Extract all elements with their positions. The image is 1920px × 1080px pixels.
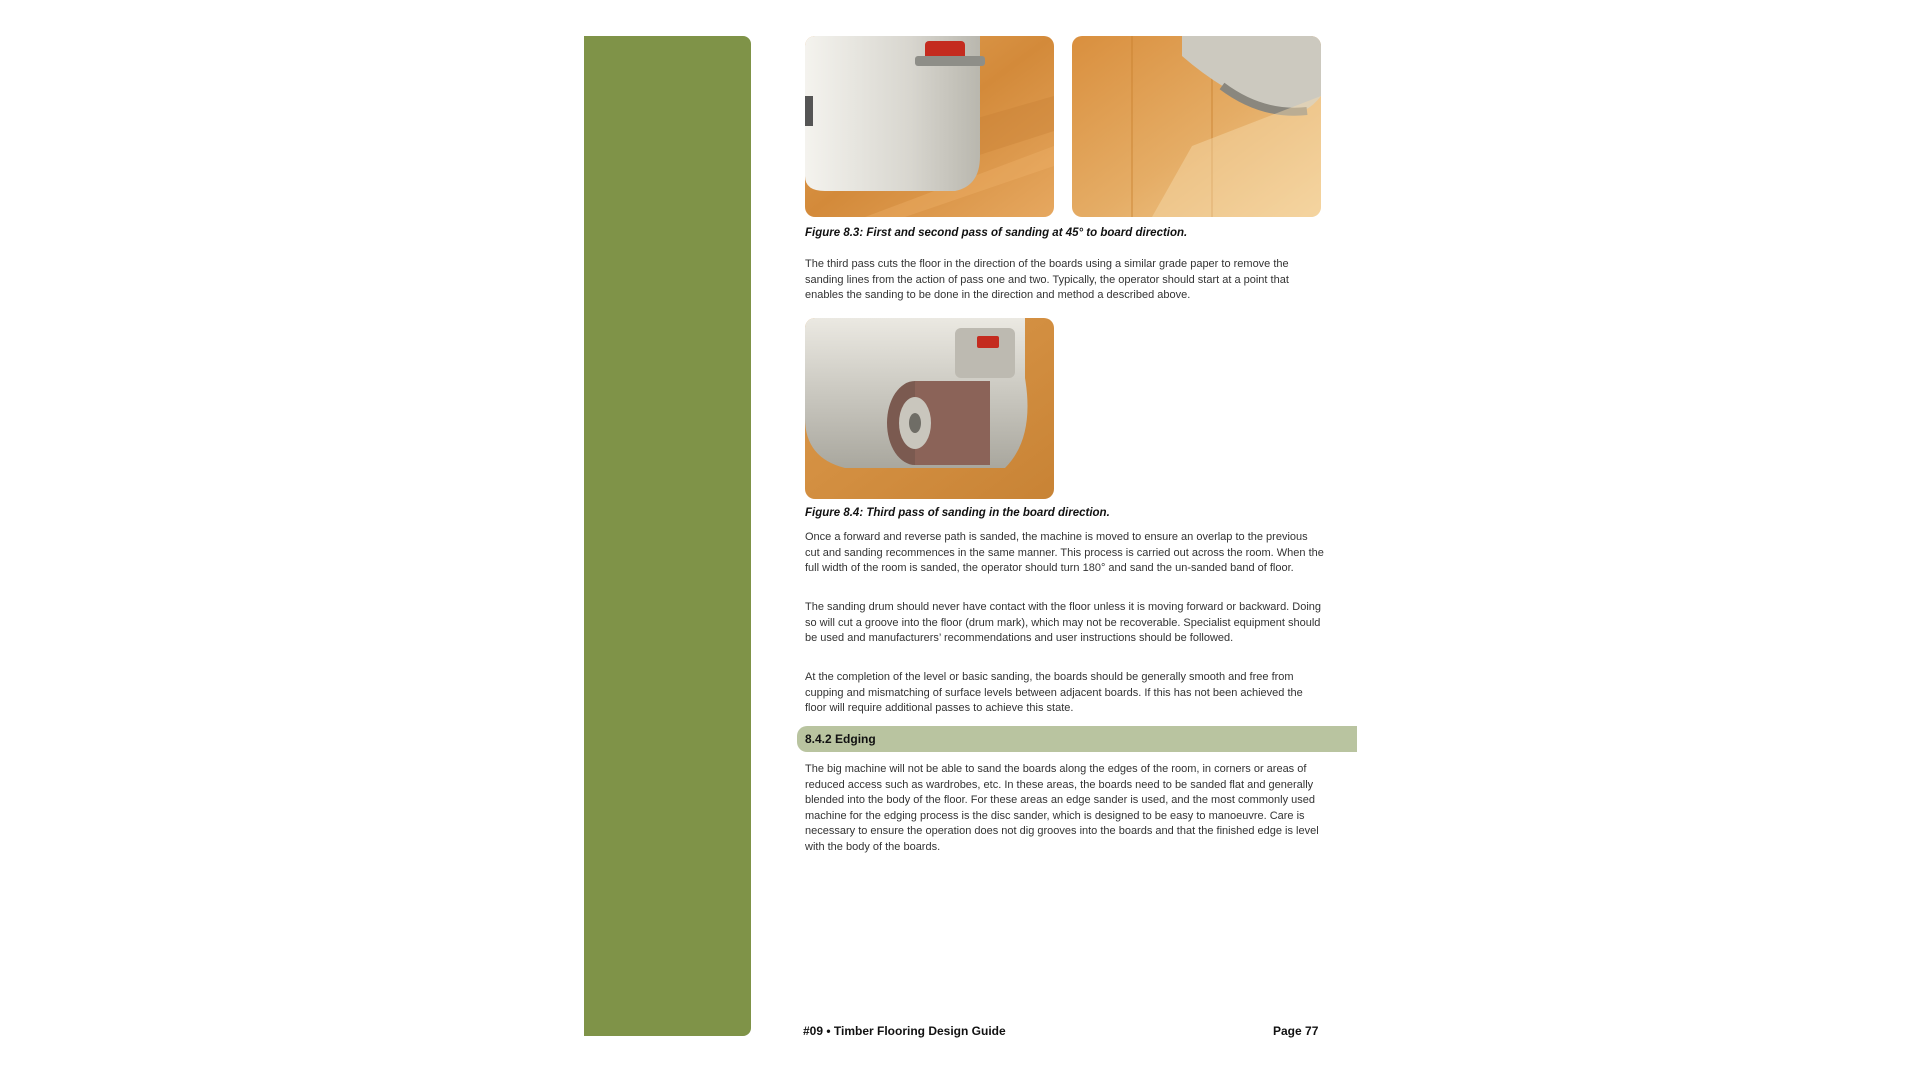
sanding-photo-first-pass xyxy=(805,36,1054,217)
sanding-photo-third-pass xyxy=(805,318,1054,499)
paragraph-forward-reverse: Once a forward and reverse path is sanded, the machine is moved to ensure an overlap to the previous cut and sanding recommences in the same manner. This process is carried out across the room. When the full width of the room is sanded, the operator should turn 180° and sand the un-sanded band of floor. xyxy=(805,531,1324,574)
paragraph-third-pass: The third pass cuts the floor in the direction of the boards using a similar grade paper to remove the sanding lines from the action of pass one and two. Typically, the operator should start at a point that enables the sanding to be done in the direction and method a described above. xyxy=(805,258,1289,301)
section-heading-edging: 8.4.2 Edging xyxy=(805,732,876,746)
paragraph-edging: The big machine will not be able to sand the boards along the edges of the room, in corners or areas of reduced access such as wardrobes, etc. In these areas, the boards need to be sanded flat and generally blended into the body of the floor. For these areas an edge sander is used, and the most commonly used machine for the edging process is the disc sander, which is designed to be easy to manoeuvre. Care is necessary to ensure the operation does not dig grooves into the boards and that the finished edge is level with the body of the boards. xyxy=(805,763,1319,853)
paragraph-completion: At the completion of the level or basic sanding, the boards should be generally smooth and free from cupping and mismatching of surface levels between adjacent boards. If this has not been achieved the floor will require additional passes to achieve this state. xyxy=(805,671,1303,714)
footer-page-number: Page 77 xyxy=(1273,1024,1319,1038)
sanding-photo-second-pass xyxy=(1072,36,1321,217)
footer-guide-title: #09 • Timber Flooring Design Guide xyxy=(803,1024,1006,1038)
figure-8-4-caption: Figure 8.4: Third pass of sanding in the board direction. xyxy=(805,507,1110,519)
green-sidebar xyxy=(584,36,751,1036)
paragraph-sanding-drum: The sanding drum should never have contact with the floor unless it is moving forward or backward. Doing so will cut a groove into the floor (drum mark), which may not be recoverable. Specialist equipment should be used and manufacturers’ recommendations and user instructions should be followed. xyxy=(805,601,1322,644)
figure-8-3-caption: Figure 8.3: First and second pass of sanding at 45° to board direction. xyxy=(805,227,1188,239)
section-heading-bar xyxy=(797,726,1357,752)
